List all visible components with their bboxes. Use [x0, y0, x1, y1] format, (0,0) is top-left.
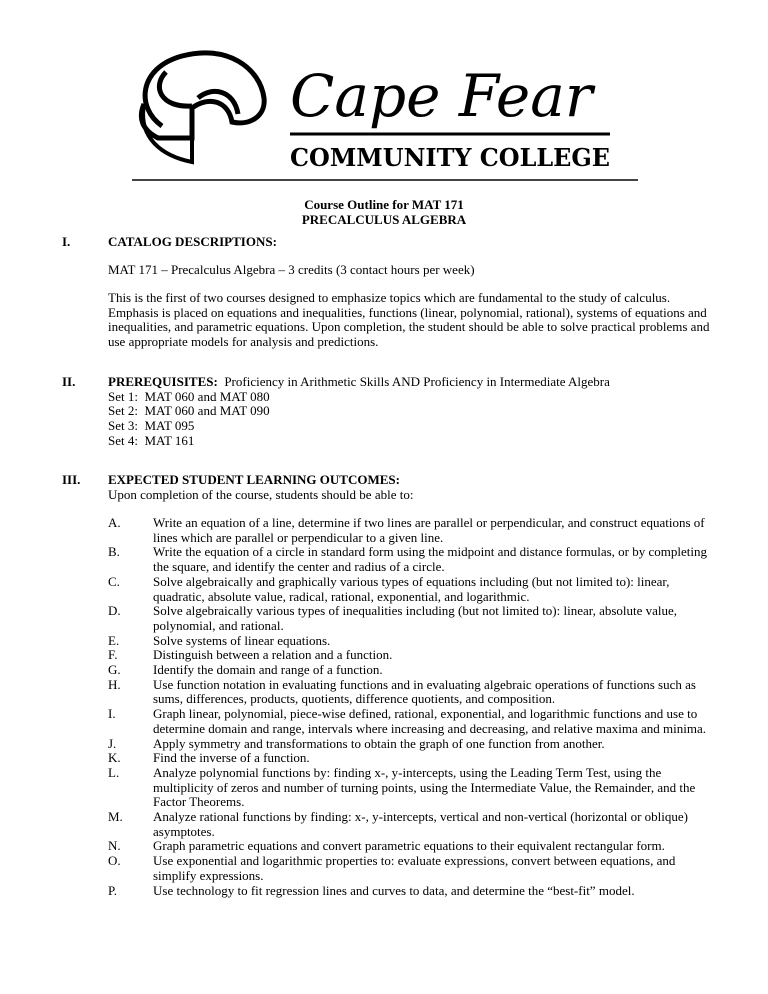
prerequisites-intro: Proficiency in Arithmetic Skills AND Proficiency in Intermediate Algebra	[224, 374, 610, 389]
outcome-item	[108, 604, 718, 633]
course-credits-line: MAT 171 – Precalculus Algebra – 3 credits (3 contact hours per week)	[108, 262, 475, 277]
outcome-item	[108, 545, 718, 574]
section3-heading: EXPECTED STUDENT LEARNING OUTCOMES:	[108, 472, 400, 487]
outcome-letter: E.	[108, 632, 120, 648]
outcome-item	[108, 751, 718, 766]
outcomes-list	[108, 516, 718, 898]
outcome-text: Find the inverse of a function.	[153, 750, 310, 766]
outcome-item	[108, 678, 718, 707]
prereq-set: Set 4: MAT 161	[108, 432, 195, 448]
outcome-text: Use technology to fit regression lines and curves to data, and determine the “best-fit” model.	[153, 882, 635, 898]
prereq-set: Set 3: MAT 095	[108, 418, 195, 434]
prereq-set: Set 1: MAT 060 and MAT 080	[108, 388, 270, 404]
outcome-letter: G.	[108, 662, 121, 678]
outcome-letter: J.	[108, 735, 117, 751]
outcome-text: Analyze rational functions by finding: x-, y-intercepts, vertical and non-vertical (horizontal or oblique) asymptotes.	[153, 809, 688, 839]
outcome-item	[108, 839, 718, 854]
outcome-letter: P.	[108, 882, 118, 898]
outcome-item	[108, 854, 718, 883]
section2-number: II.	[62, 374, 76, 389]
outcome-item	[108, 766, 718, 810]
prerequisites	[108, 375, 718, 449]
outcome-text: Solve algebraically and graphically various types of equations including (but not limited to): linear, quadratic, absolute value, radical, rational, exponential, and logarithmic.	[153, 573, 670, 604]
outcome-letter: N.	[108, 838, 121, 854]
outcome-item	[108, 884, 718, 899]
outcome-text: Analyze polynomial functions by: finding x-, y-intercepts, using the Leading Term Test, using the multiplicity of zeros and number of turning points, using the Intermediate Value, the Remainder, and the Factor Theorems.	[153, 764, 696, 810]
course-name-title: PRECALCULUS ALGEBRA	[301, 212, 467, 227]
outcome-letter: O.	[108, 853, 121, 869]
outcome-text: Write the equation of a circle in standard form using the midpoint and distance formulas, or by completing the square, and identify the center and radius of a circle.	[153, 544, 707, 575]
outcome-text: Use exponential and logarithmic properties to: evaluate expressions, convert between equations, and simplify expressions.	[153, 853, 676, 883]
section2-heading: PREREQUISITES:	[108, 374, 218, 389]
outcome-letter: M.	[108, 809, 123, 825]
outcome-text: Solve algebraically various types of inequalities including (but not limited to): linear, absolute value, polynomial, and rational.	[153, 603, 678, 633]
outcome-letter: K.	[108, 750, 121, 766]
outcome-item	[108, 707, 718, 736]
svg-text:Cape Fear: Cape Fear	[290, 62, 593, 130]
outcome-text: Write an equation of a line, determine if two lines are parallel or perpendicular, and construct equations of lines which are parallel or perpendicular to a given line.	[153, 515, 705, 545]
outcome-letter: L.	[108, 764, 120, 780]
section1-number: I.	[62, 234, 71, 249]
outcome-text: Solve systems of linear equations.	[153, 632, 331, 648]
outcome-letter: D.	[108, 603, 121, 619]
prereq-set: Set 2: MAT 060 and MAT 090	[108, 403, 270, 419]
outcome-text: Use function notation in evaluating functions and in evaluating algebraic operations of functions such as sums, differences, products, quotients, difference quotients, and composition.	[153, 676, 696, 707]
outcome-text: Graph linear, polynomial, piece-wise defined, rational, exponential, and logarithmic functions and use to determine domain and range, intervals where increasing and decreasing, and relative maxima and minima.	[153, 706, 707, 736]
outcome-item	[108, 648, 718, 663]
college-logo	[132, 38, 640, 184]
outcome-letter: A.	[108, 515, 121, 530]
course-outline-title: Course Outline for MAT 171	[304, 197, 464, 212]
outcome-letter: I.	[108, 706, 116, 722]
outcome-text: Graph parametric equations and convert parametric equations to their equivalent rectangular form.	[153, 838, 665, 854]
section1-heading: CATALOG DESCRIPTIONS:	[108, 234, 277, 249]
outcome-item	[108, 663, 718, 678]
outcomes-intro: Upon completion of the course, students should be able to:	[108, 487, 414, 502]
outcome-item	[108, 810, 718, 839]
outcome-letter: C.	[108, 573, 120, 589]
svg-text:COMMUNITY COLLEGE: COMMUNITY COLLEGE	[290, 143, 610, 172]
outcome-text: Apply symmetry and transformations to obtain the graph of one function from another.	[153, 735, 605, 751]
outcome-item	[108, 634, 718, 649]
catalog-description: This is the first of two courses designed to emphasize topics which are fundamental to the study of calculus. Emphasis is placed on equations and inequalities, functions (linear, polynomial, rational), systems of equations and inequalities, and parametric equations. Upon completion, the student should be able to solve practical problems and use appropriate models for analysis and predictions.	[108, 290, 710, 350]
outcome-item	[108, 575, 718, 604]
outcome-letter: B.	[108, 544, 120, 560]
outcome-item	[108, 516, 718, 545]
outcome-text: Distinguish between a relation and a function.	[153, 647, 393, 663]
outcome-text: Identify the domain and range of a function.	[153, 662, 383, 678]
section3-number: III.	[62, 472, 81, 487]
outcome-item	[108, 737, 718, 752]
outcome-letter: F.	[108, 647, 118, 663]
outcome-letter: H.	[108, 676, 121, 692]
